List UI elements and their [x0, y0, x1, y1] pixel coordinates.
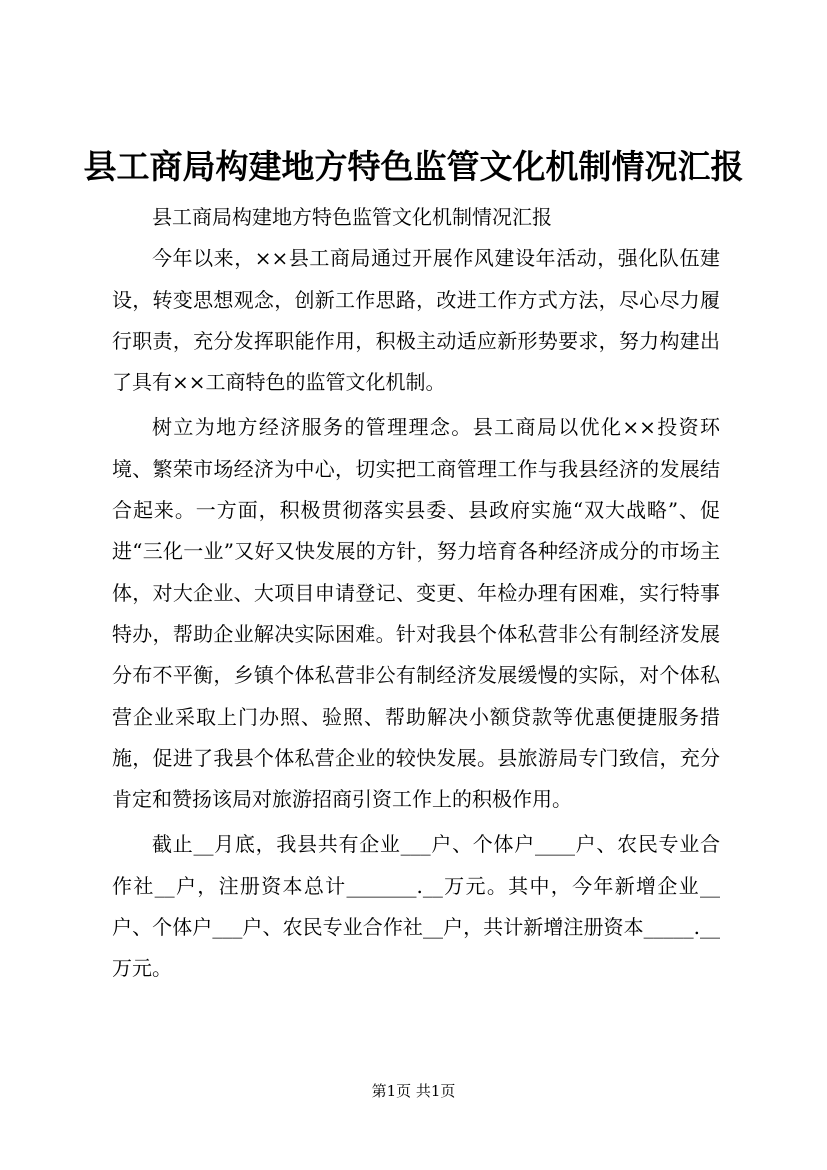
page-number-footer: 第1页 共1页 — [371, 1082, 456, 1100]
paragraph-statistics: 截止__月底，我县共有企业___户、个体户____户、农民专业合作社__户，注册资本总计_______.__万元。其中，今年新增企业__户、个体户___户、农民专业合作社__户，共计新增注册资本_____.__万元。 — [112, 832, 720, 981]
document-title: 县工商局构建地方特色监管文化机制情况汇报 — [83, 147, 744, 186]
document-subtitle: 县工商局构建地方特色监管文化机制情况汇报 — [152, 205, 552, 229]
paragraph-intro: 今年以来，××县工商局通过开展作风建设年活动，强化队伍建设，转变思想观念，创新工作思路，改进工作方式方法，尽心尽力履行职责，充分发挥职能作用，积极主动适应新形势要求，努力构建出了具有××工商特色的监管文化机制。 — [112, 246, 720, 395]
paragraph-service-concept: 树立为地方经济服务的管理理念。县工商局以优化××投资环境、繁荣市场经济为中心，切实把工商管理工作与我县经济的发展结合起来。一方面，积极贯彻落实县委、县政府实施“双大战略”、促进“三化一业”又好又快发展的方针，努力培育各种经济成分的市场主体，对大企业、大项目申请登记、变更、年检办理有困难，实行特事特办，帮助企业解决实际困难。针对我县个体私营非公有制经济发展分布不平衡，乡镇个体私营非公有制经济发展缓慢的实际，对个体私营企业采取上门办照、验照、帮助解决小额贷款等优惠便捷服务措施，促进了我县个体私营企业的较快发展。县旅游局专门致信，充分肯定和赞扬该局对旅游招商引资工作上的积极作用。 — [112, 415, 720, 812]
document-body — [112, 197, 720, 990]
